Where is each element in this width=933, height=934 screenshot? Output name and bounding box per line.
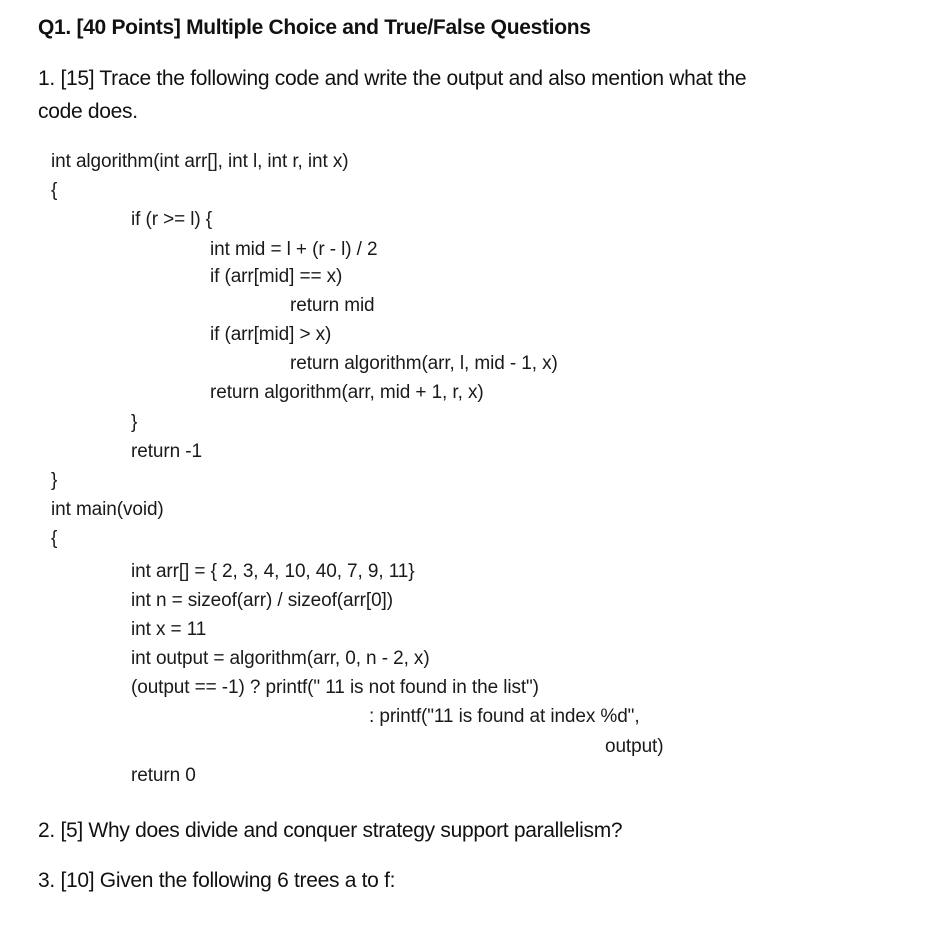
code-line: if (r >= l) { (131, 209, 213, 230)
code-line: int output = algorithm(arr, 0, n - 2, x) (131, 648, 430, 669)
question-1-prompt-line-1: 1. [15] Trace the following code and write the output and also mention what the (38, 67, 747, 90)
code-line: if (arr[mid] > x) (210, 324, 332, 345)
code-line: return mid (290, 295, 375, 316)
question-2-prompt: 2. [5] Why does divide and conquer strategy support parallelism? (38, 819, 623, 842)
code-line: : printf("11 is found at index %d", (369, 706, 640, 727)
code-line: return algorithm(arr, l, mid - 1, x) (290, 353, 558, 374)
code-line: return algorithm(arr, mid + 1, r, x) (210, 382, 484, 403)
code-line: { (51, 528, 58, 549)
code-line: if (arr[mid] == x) (210, 266, 343, 287)
question-3-prompt: 3. [10] Given the following 6 trees a to f: (38, 869, 396, 892)
code-line: return 0 (131, 765, 196, 786)
section-heading: Q1. [40 Points] Multiple Choice and True/False Questions (38, 16, 591, 39)
question-1-prompt-line-2: code does. (38, 100, 138, 123)
code-line: int main(void) (51, 499, 164, 520)
code-line: int algorithm(int arr[], int l, int r, int x) (51, 151, 349, 172)
code-line: int x = 11 (131, 619, 207, 640)
code-line: (output == -1) ? printf(" 11 is not found in the list") (131, 677, 539, 698)
code-line: { (51, 180, 58, 201)
code-line: output) (605, 736, 664, 757)
code-line: int arr[] = { 2, 3, 4, 10, 40, 7, 9, 11} (131, 561, 415, 582)
code-line: int mid = l + (r - l) / 2 (210, 239, 378, 260)
code-line: } (131, 412, 138, 433)
code-line: int n = sizeof(arr) / sizeof(arr[0]) (131, 590, 393, 611)
code-line: } (51, 470, 58, 491)
code-line: return -1 (131, 441, 202, 462)
